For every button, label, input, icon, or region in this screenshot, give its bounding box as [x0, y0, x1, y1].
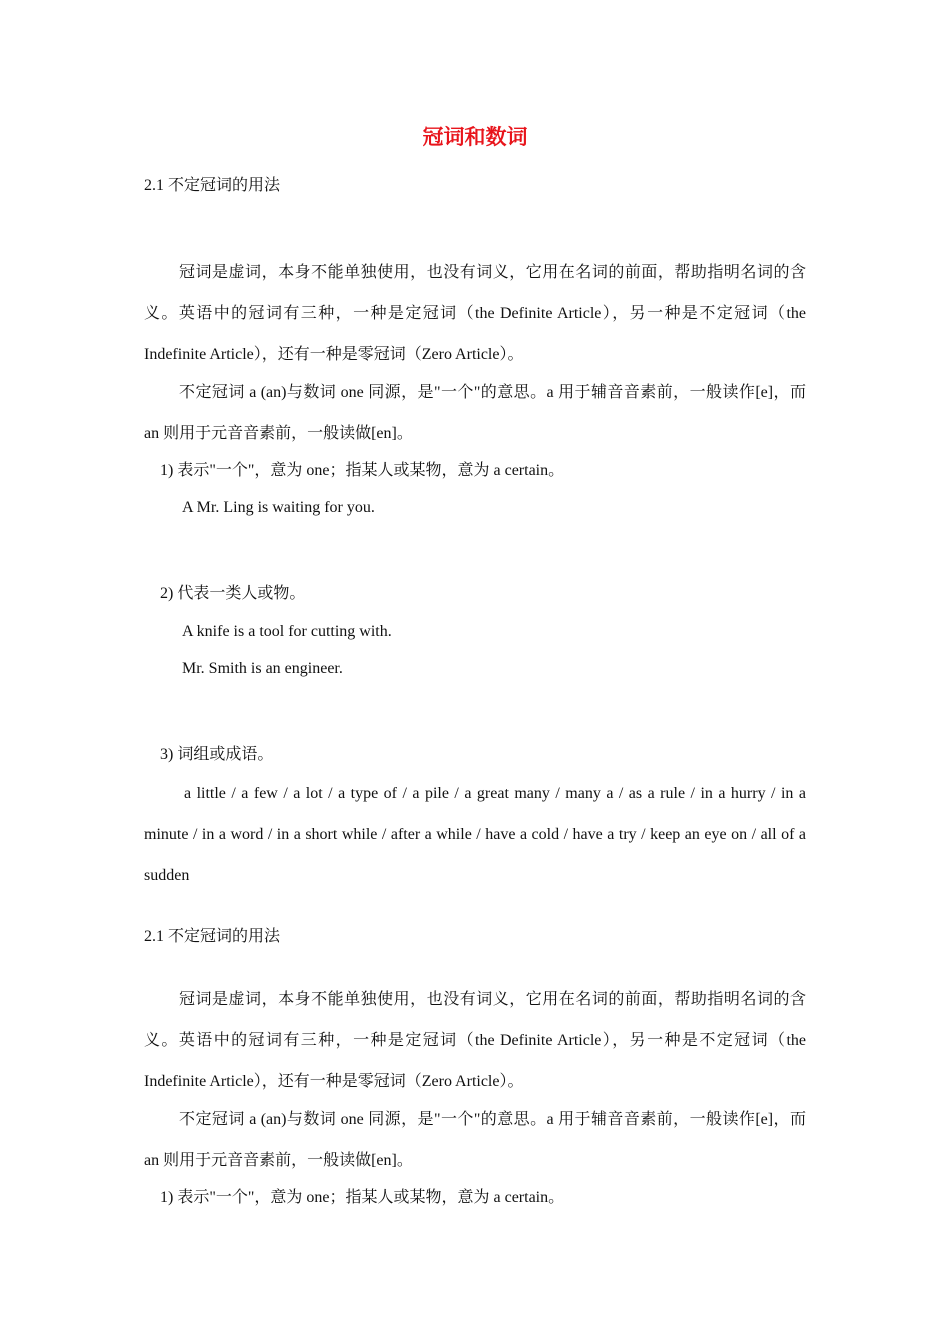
list-item-1: 1) 表示"一个"，意为 one；指某人或某物，意为 a certain。	[160, 1189, 565, 1206]
intro-paragraph: 冠词是虚词，本身不能单独使用，也没有词义，它用在名词的前面，帮助指明名词的含义。英语中的冠词有三种，一种是定冠词（the Definite Article），另一种是不定冠词（the Indefinite Article），还有一种是零冠词（Zero Article）。	[144, 991, 806, 1090]
section-heading: 2.1 不定冠词的用法	[144, 928, 281, 945]
indefinite-article-paragraph: 不定冠词 a (an)与数词 one 同源，是"一个"的意思。a 用于辅音音素前，一般读作[e]，而 an 则用于元音音素前，一般读做[en]。	[144, 1111, 806, 1169]
document-title: 冠词和数词	[422, 125, 528, 149]
intro-paragraph: 冠词是虚词，本身不能单独使用，也没有词义，它用在名词的前面，帮助指明名词的含义。英语中的冠词有三种，一种是定冠词（the Definite Article），另一种是不定冠词（the Indefinite Article），还有一种是零冠词（Zero Article）。	[144, 264, 806, 363]
list-item-2: 2) 代表一类人或物。	[160, 585, 306, 602]
indefinite-article-paragraph: 不定冠词 a (an)与数词 one 同源，是"一个"的意思。a 用于辅音音素前，一般读作[e]，而 an 则用于元音音素前，一般读做[en]。	[144, 384, 806, 442]
list-item-1: 1) 表示"一个"，意为 one；指某人或某物，意为 a certain。	[160, 462, 565, 479]
example-sentence: Mr. Smith is an engineer.	[182, 660, 343, 677]
section-heading: 2.1 不定冠词的用法	[144, 177, 281, 194]
phrase-list: a little / a few / a lot / a type of / a pile / a great many / many a / as a rule / in a hurry / in a minute / in a word / in a short while / after a while / have a cold / have a try / keep an eye on / all of a sudden	[144, 785, 806, 884]
example-sentence: A knife is a tool for cutting with.	[182, 623, 392, 640]
list-item-3: 3) 词组或成语。	[160, 746, 274, 763]
example-sentence: A Mr. Ling is waiting for you.	[182, 499, 375, 516]
